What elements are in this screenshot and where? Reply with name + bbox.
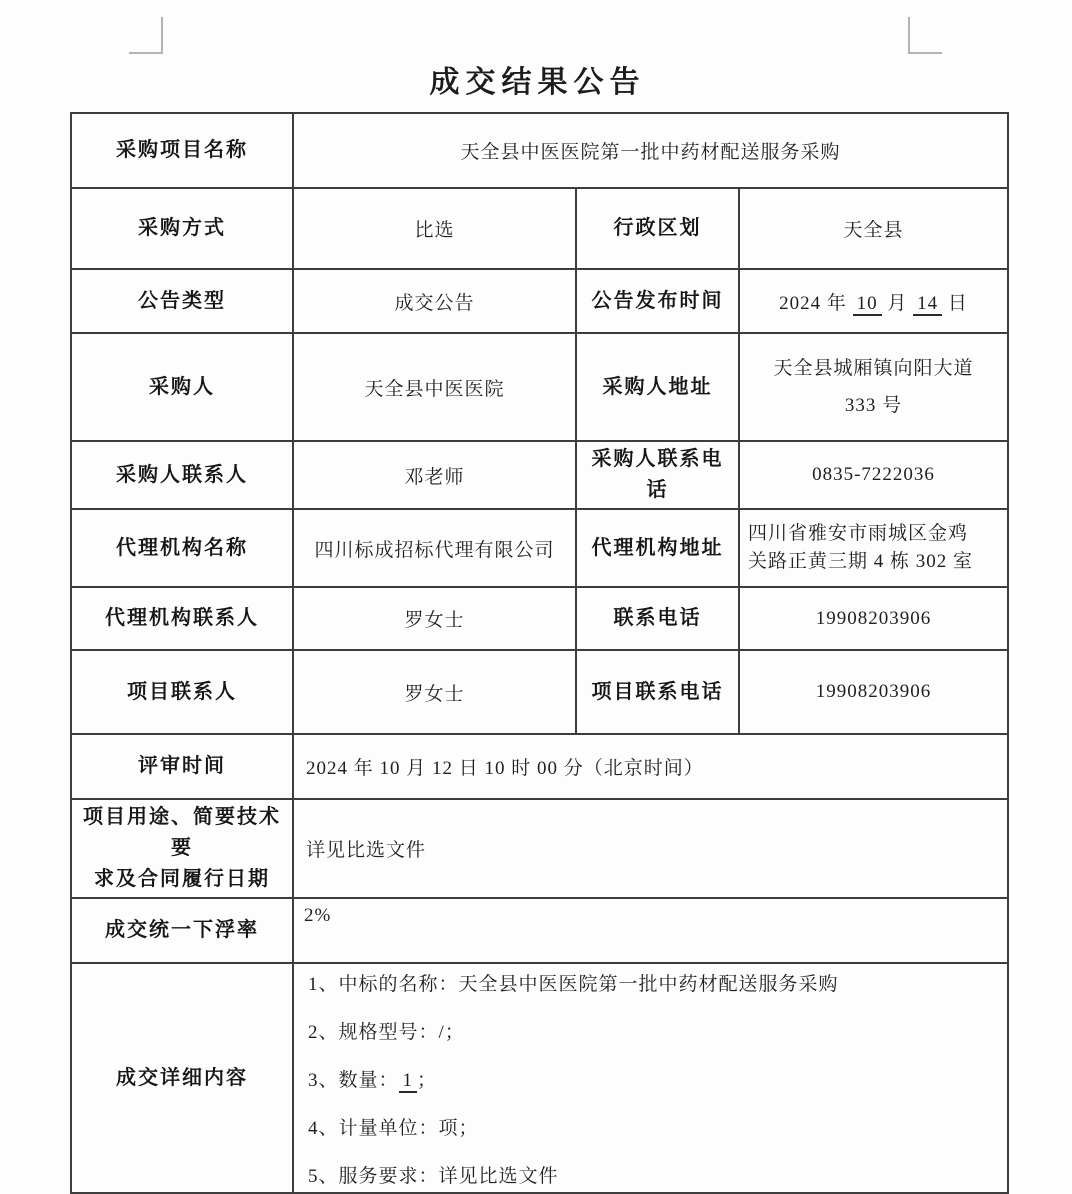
label-purchaser-address: 采购人地址 xyxy=(576,333,739,441)
table-row xyxy=(71,734,1008,799)
deal-details-item: 1、中标的名称：天全县中医医院第一批中药材配送服务采购 xyxy=(308,973,839,995)
label-purchaser-phone: 采购人联系电话 xyxy=(576,441,739,509)
table-row xyxy=(71,650,1008,734)
value-agency-contact: 罗女士 xyxy=(293,587,576,650)
value-project-name: 天全县中医医院第一批中药材配送服务采购 xyxy=(293,113,1008,188)
value-agency-phone: 19908203906 xyxy=(739,587,1008,650)
value-announcement-type: 成交公告 xyxy=(293,269,576,333)
table-row xyxy=(71,509,1008,587)
value-agency-name: 四川标成招标代理有限公司 xyxy=(293,509,576,587)
label-review-time: 评审时间 xyxy=(71,734,293,799)
label-discount-rate: 成交统一下浮率 xyxy=(71,898,293,963)
document-title: 成交结果公告 xyxy=(429,66,646,99)
table-row xyxy=(71,188,1008,269)
table-row xyxy=(71,333,1008,441)
deal-details-item: 4、计量单位：项； xyxy=(308,1117,479,1139)
table-row xyxy=(71,113,1008,188)
label-deal-details: 成交详细内容 xyxy=(71,963,293,1193)
label-announcement-type: 公告类型 xyxy=(71,269,293,333)
label-purchaser: 采购人 xyxy=(71,333,293,441)
label-purchaser-contact: 采购人联系人 xyxy=(71,441,293,509)
table-row xyxy=(71,269,1008,333)
page-corner-mark-left xyxy=(129,17,163,54)
value-purchaser: 天全县中医医院 xyxy=(293,333,576,441)
label-agency-contact: 代理机构联系人 xyxy=(71,587,293,650)
table-row xyxy=(71,963,1008,1193)
value-deal-details xyxy=(293,963,1008,1193)
value-discount-rate: 2% xyxy=(293,898,1008,963)
value-publish-date: 2024 年 10 月 14 日 xyxy=(739,269,1008,333)
value-project-contact: 罗女士 xyxy=(293,650,576,734)
table-row xyxy=(71,898,1008,963)
label-agency-phone: 联系电话 xyxy=(576,587,739,650)
table-row xyxy=(71,441,1008,509)
deal-details-item: 2、规格型号：/； xyxy=(308,1021,465,1043)
label-project-name: 采购项目名称 xyxy=(71,113,293,188)
table-row xyxy=(71,587,1008,650)
deal-details-list xyxy=(300,969,1001,1188)
value-review-time: 2024 年 10 月 12 日 10 时 00 分（北京时间） xyxy=(293,734,1008,799)
label-publish-date: 公告发布时间 xyxy=(576,269,739,333)
label-agency-address: 代理机构地址 xyxy=(576,509,739,587)
value-project-use: 详见比选文件 xyxy=(293,799,1008,898)
label-project-phone: 项目联系电话 xyxy=(576,650,739,734)
label-procurement-method: 采购方式 xyxy=(71,188,293,269)
label-administrative-region: 行政区划 xyxy=(576,188,739,269)
label-agency-name: 代理机构名称 xyxy=(71,509,293,587)
label-project-use: 项目用途、简要技术要 求及合同履行日期 xyxy=(71,799,293,898)
page-corner-mark-right xyxy=(908,17,942,54)
table-row xyxy=(71,799,1008,898)
value-agency-address: 四川省雅安市雨城区金鸡 关路正黄三期 4 栋 302 室 xyxy=(739,509,1008,587)
label-project-contact: 项目联系人 xyxy=(71,650,293,734)
announcement-table xyxy=(70,112,1009,1194)
value-purchaser-contact: 邓老师 xyxy=(293,441,576,509)
deal-details-item: 5、服务要求：详见比选文件 xyxy=(308,1165,559,1187)
value-purchaser-phone: 0835-7222036 xyxy=(739,441,1008,509)
value-project-phone: 19908203906 xyxy=(739,650,1008,734)
deal-details-item: 3、数量： 1 ； xyxy=(308,1069,438,1091)
value-administrative-region: 天全县 xyxy=(739,188,1008,269)
value-procurement-method: 比选 xyxy=(293,188,576,269)
value-purchaser-address: 天全县城厢镇向阳大道 333 号 xyxy=(739,333,1008,441)
